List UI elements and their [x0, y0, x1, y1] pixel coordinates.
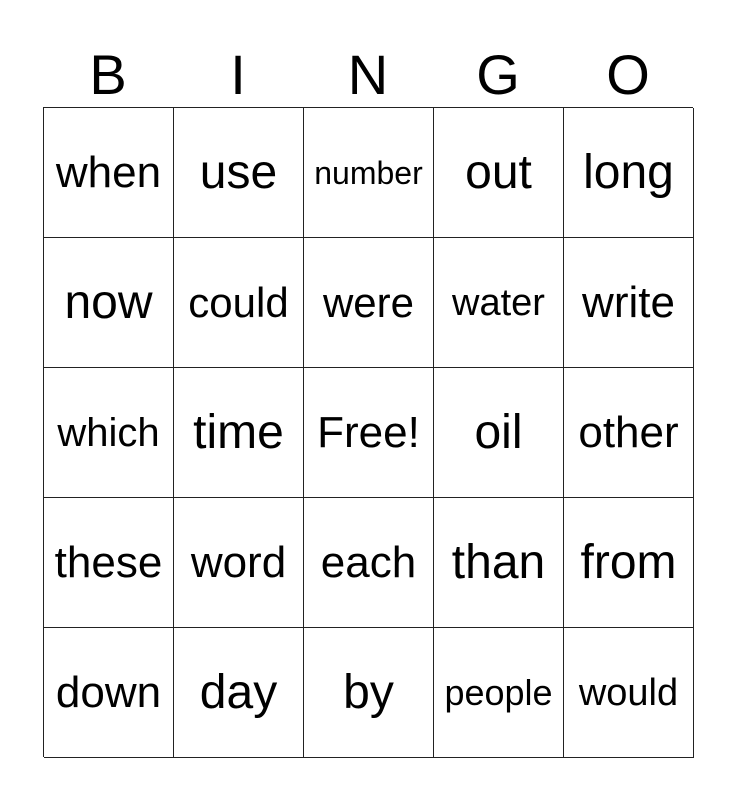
bingo-cell[interactable]: could [174, 238, 304, 368]
bingo-cell[interactable]: each [304, 498, 434, 628]
bingo-cell[interactable]: day [174, 628, 304, 758]
bingo-cell[interactable]: word [174, 498, 304, 628]
header-letter-n: N [347, 43, 389, 106]
bingo-cell[interactable]: water [434, 238, 564, 368]
free-space-cell[interactable]: Free! [304, 368, 434, 498]
bingo-cell[interactable]: which [44, 368, 174, 498]
bingo-card [43, 107, 693, 757]
bingo-cell[interactable]: than [434, 498, 564, 628]
bingo-cell[interactable]: were [304, 238, 434, 368]
bingo-header [43, 42, 693, 108]
bingo-cell[interactable]: now [44, 238, 174, 368]
bingo-cell[interactable]: these [44, 498, 174, 628]
bingo-cell[interactable]: long [564, 108, 694, 238]
bingo-cell[interactable]: time [174, 368, 304, 498]
bingo-cell[interactable]: by [304, 628, 434, 758]
bingo-cell[interactable]: out [434, 108, 564, 238]
header-letter-b: B [89, 43, 127, 106]
bingo-cell[interactable]: use [174, 108, 304, 238]
bingo-cell[interactable]: down [44, 628, 174, 758]
bingo-cell[interactable]: oil [434, 368, 564, 498]
header-letter-i: I [230, 43, 246, 106]
bingo-cell[interactable]: number [304, 108, 434, 238]
bingo-cell[interactable]: other [564, 368, 694, 498]
bingo-cell[interactable]: would [564, 628, 694, 758]
header-letter-o: O [606, 43, 650, 106]
header-letter-g: G [476, 43, 520, 106]
bingo-cell[interactable]: when [44, 108, 174, 238]
bingo-cell[interactable]: from [564, 498, 694, 628]
bingo-cell[interactable]: write [564, 238, 694, 368]
bingo-cell[interactable]: people [434, 628, 564, 758]
